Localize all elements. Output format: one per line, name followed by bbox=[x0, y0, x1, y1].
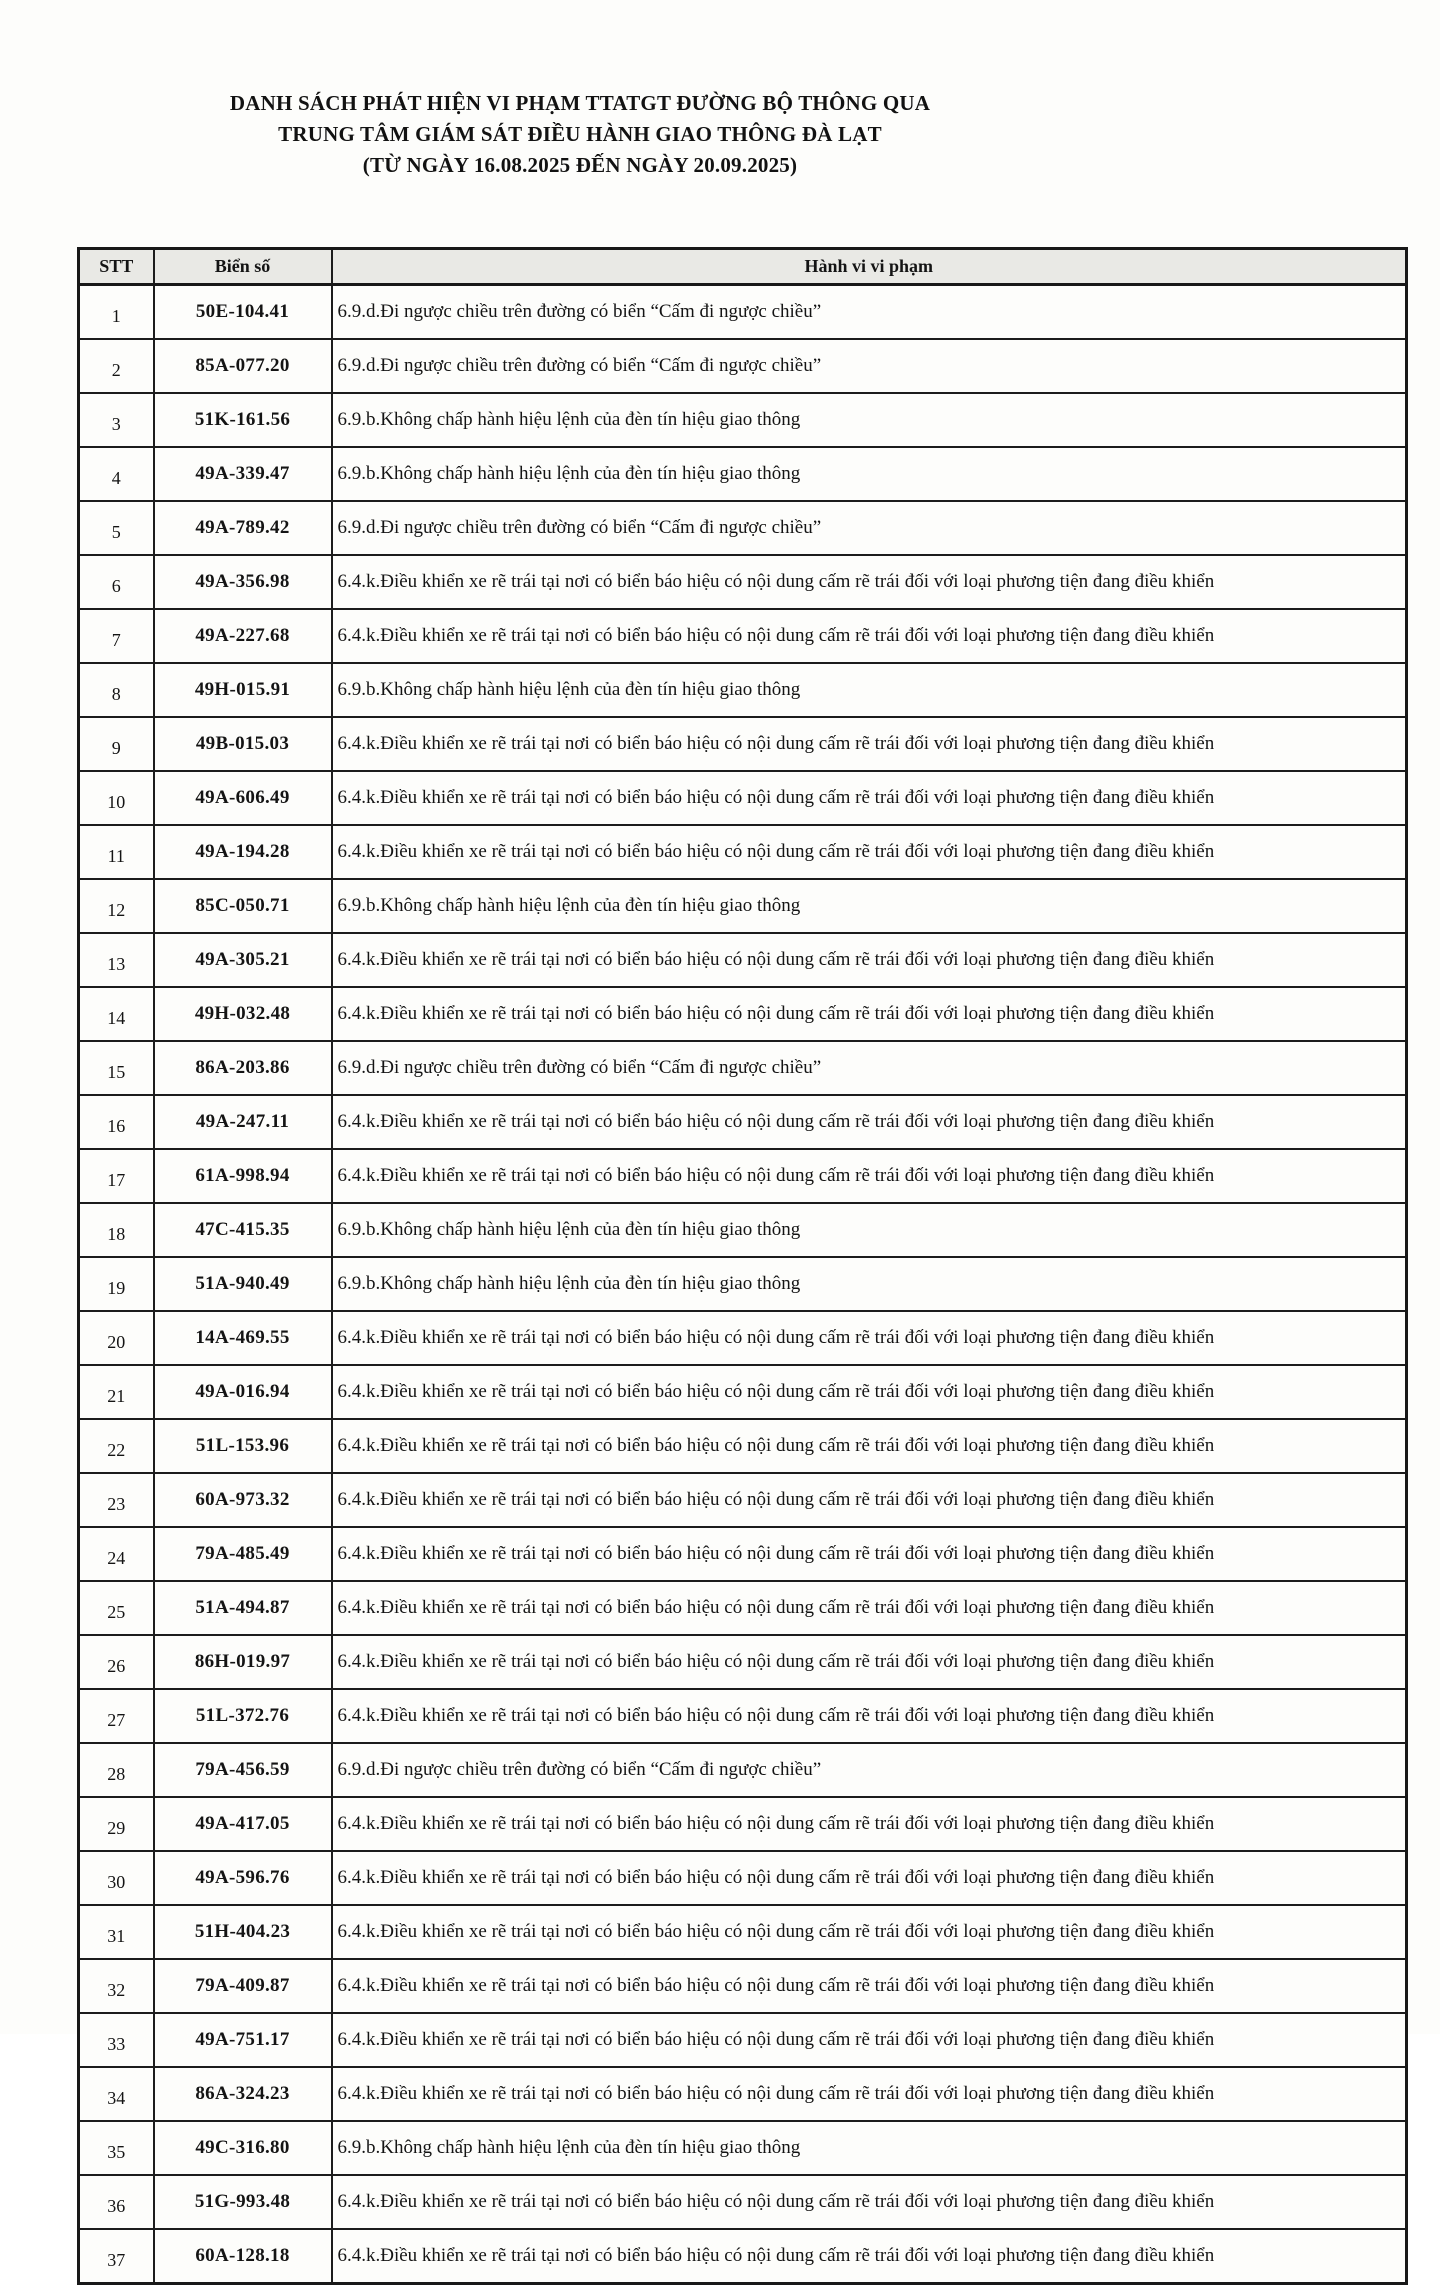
violation-text: 6.4.k.Điều khiển xe rẽ trái tại nơi có biển báo hiệu có nội dung cấm rẽ trái đối với loại phương tiện đang điều khiển bbox=[332, 1311, 1407, 1365]
table-row bbox=[79, 879, 1407, 933]
violation-text: 6.4.k.Điều khiển xe rẽ trái tại nơi có biển báo hiệu có nội dung cấm rẽ trái đối với loại phương tiện đang điều khiển bbox=[332, 1959, 1407, 2013]
violation-text: 6.4.k.Điều khiển xe rẽ trái tại nơi có biển báo hiệu có nội dung cấm rẽ trái đối với loại phương tiện đang điều khiển bbox=[332, 2013, 1407, 2067]
row-index: 37 bbox=[79, 2229, 154, 2284]
row-index: 18 bbox=[79, 1203, 154, 1257]
license-plate: 51A-940.49 bbox=[154, 1257, 332, 1311]
violation-text: 6.4.k.Điều khiển xe rẽ trái tại nơi có biển báo hiệu có nội dung cấm rẽ trái đối với loại phương tiện đang điều khiển bbox=[332, 1797, 1407, 1851]
violation-text: 6.9.b.Không chấp hành hiệu lệnh của đèn tín hiệu giao thông bbox=[332, 447, 1407, 501]
document-title-line3: (TỪ NGÀY 16.08.2025 ĐẾN NGÀY 20.09.2025) bbox=[362, 153, 798, 177]
violation-text: 6.4.k.Điều khiển xe rẽ trái tại nơi có biển báo hiệu có nội dung cấm rẽ trái đối với loại phương tiện đang điều khiển bbox=[332, 609, 1407, 663]
license-plate: 86A-324.23 bbox=[154, 2067, 332, 2121]
row-index: 5 bbox=[79, 501, 154, 555]
table-row bbox=[79, 2175, 1407, 2229]
license-plate: 14A-469.55 bbox=[154, 1311, 332, 1365]
table-row bbox=[79, 1473, 1407, 1527]
table-row bbox=[79, 555, 1407, 609]
license-plate: 49A-789.42 bbox=[154, 501, 332, 555]
row-index: 21 bbox=[79, 1365, 154, 1419]
license-plate: 49A-751.17 bbox=[154, 2013, 332, 2067]
table-row bbox=[79, 1419, 1407, 1473]
license-plate: 79A-456.59 bbox=[154, 1743, 332, 1797]
table-row bbox=[79, 1203, 1407, 1257]
violation-text: 6.9.d.Đi ngược chiều trên đường có biển “Cấm đi ngược chiều” bbox=[332, 339, 1407, 393]
license-plate: 60A-128.18 bbox=[154, 2229, 332, 2284]
license-plate: 85A-077.20 bbox=[154, 339, 332, 393]
license-plate: 50E-104.41 bbox=[154, 285, 332, 340]
license-plate: 61A-998.94 bbox=[154, 1149, 332, 1203]
row-index: 1 bbox=[79, 285, 154, 340]
license-plate: 49B-015.03 bbox=[154, 717, 332, 771]
table-row bbox=[79, 771, 1407, 825]
row-index: 2 bbox=[79, 339, 154, 393]
table-row bbox=[79, 1365, 1407, 1419]
violation-table bbox=[77, 247, 1408, 2285]
row-index: 12 bbox=[79, 879, 154, 933]
table-row bbox=[79, 663, 1407, 717]
row-index: 24 bbox=[79, 1527, 154, 1581]
table-row bbox=[79, 447, 1407, 501]
violation-text: 6.9.b.Không chấp hành hiệu lệnh của đèn tín hiệu giao thông bbox=[332, 1203, 1407, 1257]
header-violation: Hành vi vi phạm bbox=[332, 249, 1407, 285]
document-title-line2: TRUNG TÂM GIÁM SÁT ĐIỀU HÀNH GIAO THÔNG ĐÀ LẠT bbox=[278, 122, 882, 146]
table-row bbox=[79, 2067, 1407, 2121]
violation-text: 6.9.d.Đi ngược chiều trên đường có biển “Cấm đi ngược chiều” bbox=[332, 1041, 1407, 1095]
violation-text: 6.4.k.Điều khiển xe rẽ trái tại nơi có biển báo hiệu có nội dung cấm rẽ trái đối với loại phương tiện đang điều khiển bbox=[332, 1473, 1407, 1527]
license-plate: 49A-356.98 bbox=[154, 555, 332, 609]
table-row bbox=[79, 1959, 1407, 2013]
license-plate: 51G-993.48 bbox=[154, 2175, 332, 2229]
table-row bbox=[79, 825, 1407, 879]
header-stt: STT bbox=[79, 249, 154, 285]
table-row bbox=[79, 1311, 1407, 1365]
row-index: 27 bbox=[79, 1689, 154, 1743]
table-row bbox=[79, 1689, 1407, 1743]
violation-text: 6.4.k.Điều khiển xe rẽ trái tại nơi có biển báo hiệu có nội dung cấm rẽ trái đối với loại phương tiện đang điều khiển bbox=[332, 1095, 1407, 1149]
row-index: 25 bbox=[79, 1581, 154, 1635]
violation-text: 6.4.k.Điều khiển xe rẽ trái tại nơi có biển báo hiệu có nội dung cấm rẽ trái đối với loại phương tiện đang điều khiển bbox=[332, 1851, 1407, 1905]
row-index: 3 bbox=[79, 393, 154, 447]
header-plate: Biển số bbox=[154, 249, 332, 285]
row-index: 14 bbox=[79, 987, 154, 1041]
violation-text: 6.4.k.Điều khiển xe rẽ trái tại nơi có biển báo hiệu có nội dung cấm rẽ trái đối với loại phương tiện đang điều khiển bbox=[332, 1527, 1407, 1581]
violation-text: 6.4.k.Điều khiển xe rẽ trái tại nơi có biển báo hiệu có nội dung cấm rẽ trái đối với loại phương tiện đang điều khiển bbox=[332, 717, 1407, 771]
license-plate: 49A-606.49 bbox=[154, 771, 332, 825]
row-index: 10 bbox=[79, 771, 154, 825]
license-plate: 86H-019.97 bbox=[154, 1635, 332, 1689]
row-index: 26 bbox=[79, 1635, 154, 1689]
row-index: 7 bbox=[79, 609, 154, 663]
license-plate: 49A-417.05 bbox=[154, 1797, 332, 1851]
license-plate: 60A-973.32 bbox=[154, 1473, 332, 1527]
row-index: 6 bbox=[79, 555, 154, 609]
table-row bbox=[79, 339, 1407, 393]
row-index: 35 bbox=[79, 2121, 154, 2175]
table-row bbox=[79, 987, 1407, 1041]
violation-table-body bbox=[79, 285, 1407, 2284]
license-plate: 51K-161.56 bbox=[154, 393, 332, 447]
license-plate: 51L-372.76 bbox=[154, 1689, 332, 1743]
row-index: 13 bbox=[79, 933, 154, 987]
table-row bbox=[79, 1095, 1407, 1149]
row-index: 19 bbox=[79, 1257, 154, 1311]
row-index: 22 bbox=[79, 1419, 154, 1473]
violation-text: 6.4.k.Điều khiển xe rẽ trái tại nơi có biển báo hiệu có nội dung cấm rẽ trái đối với loại phương tiện đang điều khiển bbox=[332, 987, 1407, 1041]
violation-text: 6.4.k.Điều khiển xe rẽ trái tại nơi có biển báo hiệu có nội dung cấm rẽ trái đối với loại phương tiện đang điều khiển bbox=[332, 555, 1407, 609]
violation-text: 6.4.k.Điều khiển xe rẽ trái tại nơi có biển báo hiệu có nội dung cấm rẽ trái đối với loại phương tiện đang điều khiển bbox=[332, 1365, 1407, 1419]
document-title-line1: DANH SÁCH PHÁT HIỆN VI PHẠM TTATGT ĐƯỜNG BỘ THÔNG QUA bbox=[229, 91, 931, 115]
row-index: 8 bbox=[79, 663, 154, 717]
table-row bbox=[79, 2013, 1407, 2067]
license-plate: 49A-596.76 bbox=[154, 1851, 332, 1905]
license-plate: 51L-153.96 bbox=[154, 1419, 332, 1473]
violation-text: 6.4.k.Điều khiển xe rẽ trái tại nơi có biển báo hiệu có nội dung cấm rẽ trái đối với loại phương tiện đang điều khiển bbox=[332, 771, 1407, 825]
license-plate: 51A-494.87 bbox=[154, 1581, 332, 1635]
violation-text: 6.4.k.Điều khiển xe rẽ trái tại nơi có biển báo hiệu có nội dung cấm rẽ trái đối với loại phương tiện đang điều khiển bbox=[332, 1635, 1407, 1689]
table-row bbox=[79, 1527, 1407, 1581]
row-index: 33 bbox=[79, 2013, 154, 2067]
license-plate: 79A-485.49 bbox=[154, 1527, 332, 1581]
violation-text: 6.4.k.Điều khiển xe rẽ trái tại nơi có biển báo hiệu có nội dung cấm rẽ trái đối với loại phương tiện đang điều khiển bbox=[332, 1905, 1407, 1959]
violation-text: 6.9.d.Đi ngược chiều trên đường có biển “Cấm đi ngược chiều” bbox=[332, 501, 1407, 555]
table-row bbox=[79, 717, 1407, 771]
license-plate: 49A-305.21 bbox=[154, 933, 332, 987]
violation-text: 6.9.b.Không chấp hành hiệu lệnh của đèn tín hiệu giao thông bbox=[332, 2121, 1407, 2175]
license-plate: 49H-015.91 bbox=[154, 663, 332, 717]
violation-text: 6.4.k.Điều khiển xe rẽ trái tại nơi có biển báo hiệu có nội dung cấm rẽ trái đối với loại phương tiện đang điều khiển bbox=[332, 1149, 1407, 1203]
table-row bbox=[79, 1743, 1407, 1797]
table-row bbox=[79, 1041, 1407, 1095]
row-index: 4 bbox=[79, 447, 154, 501]
license-plate: 79A-409.87 bbox=[154, 1959, 332, 2013]
row-index: 29 bbox=[79, 1797, 154, 1851]
row-index: 16 bbox=[79, 1095, 154, 1149]
table-row bbox=[79, 2121, 1407, 2175]
license-plate: 49A-339.47 bbox=[154, 447, 332, 501]
violation-text: 6.4.k.Điều khiển xe rẽ trái tại nơi có biển báo hiệu có nội dung cấm rẽ trái đối với loại phương tiện đang điều khiển bbox=[332, 1419, 1407, 1473]
license-plate: 49A-247.11 bbox=[154, 1095, 332, 1149]
violation-text: 6.4.k.Điều khiển xe rẽ trái tại nơi có biển báo hiệu có nội dung cấm rẽ trái đối với loại phương tiện đang điều khiển bbox=[332, 1581, 1407, 1635]
license-plate: 47C-415.35 bbox=[154, 1203, 332, 1257]
violation-text: 6.9.b.Không chấp hành hiệu lệnh của đèn tín hiệu giao thông bbox=[332, 663, 1407, 717]
table-row bbox=[79, 1257, 1407, 1311]
row-index: 31 bbox=[79, 1905, 154, 1959]
table-row bbox=[79, 609, 1407, 663]
table-row bbox=[79, 1797, 1407, 1851]
violation-text: 6.9.b.Không chấp hành hiệu lệnh của đèn tín hiệu giao thông bbox=[332, 879, 1407, 933]
table-row bbox=[79, 2229, 1407, 2284]
table-row bbox=[79, 285, 1407, 340]
table-row bbox=[79, 1635, 1407, 1689]
table-row bbox=[79, 1905, 1407, 1959]
row-index: 32 bbox=[79, 1959, 154, 2013]
table-row bbox=[79, 1851, 1407, 1905]
table-row bbox=[79, 393, 1407, 447]
violation-text: 6.4.k.Điều khiển xe rẽ trái tại nơi có biển báo hiệu có nội dung cấm rẽ trái đối với loại phương tiện đang điều khiển bbox=[332, 2229, 1407, 2284]
header-row bbox=[79, 249, 1407, 285]
violation-text: 6.9.b.Không chấp hành hiệu lệnh của đèn tín hiệu giao thông bbox=[332, 1257, 1407, 1311]
license-plate: 86A-203.86 bbox=[154, 1041, 332, 1095]
license-plate: 49A-016.94 bbox=[154, 1365, 332, 1419]
violation-text: 6.4.k.Điều khiển xe rẽ trái tại nơi có biển báo hiệu có nội dung cấm rẽ trái đối với loại phương tiện đang điều khiển bbox=[332, 825, 1407, 879]
row-index: 36 bbox=[79, 2175, 154, 2229]
violation-table-header bbox=[79, 249, 1407, 285]
row-index: 30 bbox=[79, 1851, 154, 1905]
license-plate: 49C-316.80 bbox=[154, 2121, 332, 2175]
license-plate: 51H-404.23 bbox=[154, 1905, 332, 1959]
document-title bbox=[65, 88, 1095, 181]
violation-text: 6.9.d.Đi ngược chiều trên đường có biển “Cấm đi ngược chiều” bbox=[332, 1743, 1407, 1797]
table-row bbox=[79, 933, 1407, 987]
violation-text: 6.9.b.Không chấp hành hiệu lệnh của đèn tín hiệu giao thông bbox=[332, 393, 1407, 447]
row-index: 20 bbox=[79, 1311, 154, 1365]
table-row bbox=[79, 1149, 1407, 1203]
table-row bbox=[79, 1581, 1407, 1635]
violation-text: 6.9.d.Đi ngược chiều trên đường có biển “Cấm đi ngược chiều” bbox=[332, 285, 1407, 340]
license-plate: 49H-032.48 bbox=[154, 987, 332, 1041]
license-plate: 85C-050.71 bbox=[154, 879, 332, 933]
violation-text: 6.4.k.Điều khiển xe rẽ trái tại nơi có biển báo hiệu có nội dung cấm rẽ trái đối với loại phương tiện đang điều khiển bbox=[332, 2067, 1407, 2121]
row-index: 23 bbox=[79, 1473, 154, 1527]
row-index: 11 bbox=[79, 825, 154, 879]
violation-text: 6.4.k.Điều khiển xe rẽ trái tại nơi có biển báo hiệu có nội dung cấm rẽ trái đối với loại phương tiện đang điều khiển bbox=[332, 2175, 1407, 2229]
row-index: 28 bbox=[79, 1743, 154, 1797]
row-index: 9 bbox=[79, 717, 154, 771]
license-plate: 49A-227.68 bbox=[154, 609, 332, 663]
row-index: 34 bbox=[79, 2067, 154, 2121]
row-index: 17 bbox=[79, 1149, 154, 1203]
violation-text: 6.4.k.Điều khiển xe rẽ trái tại nơi có biển báo hiệu có nội dung cấm rẽ trái đối với loại phương tiện đang điều khiển bbox=[332, 933, 1407, 987]
table-row bbox=[79, 501, 1407, 555]
row-index: 15 bbox=[79, 1041, 154, 1095]
license-plate: 49A-194.28 bbox=[154, 825, 332, 879]
violation-text: 6.4.k.Điều khiển xe rẽ trái tại nơi có biển báo hiệu có nội dung cấm rẽ trái đối với loại phương tiện đang điều khiển bbox=[332, 1689, 1407, 1743]
